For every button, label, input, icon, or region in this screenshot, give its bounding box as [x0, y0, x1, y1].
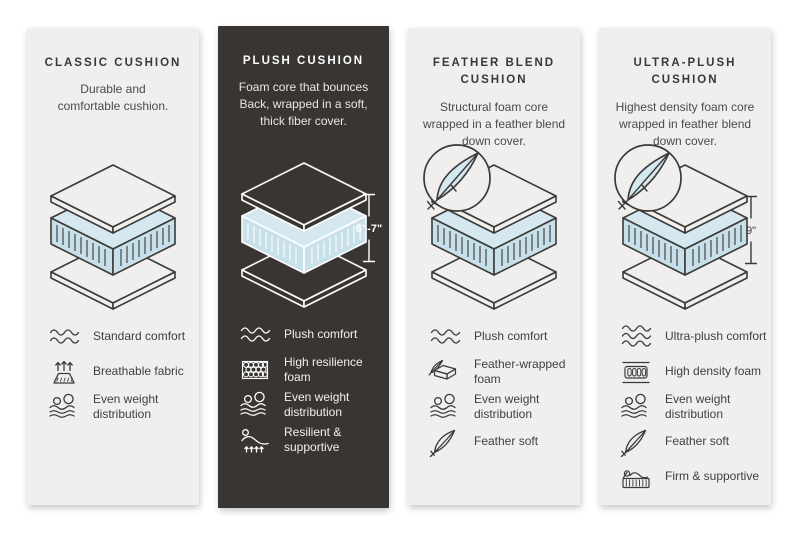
feature-label: Even weight distribution	[665, 391, 731, 421]
feature-label: Feather soft	[665, 434, 730, 448]
card-plush-cushion	[218, 26, 389, 508]
dimension-indicator	[349, 193, 389, 263]
feature-label: Plush comfort	[474, 329, 548, 343]
feature-label: Feather-wrapped foam	[474, 356, 566, 386]
card-description: Highest density foam core wrapped in feather blend down cover.	[615, 99, 755, 148]
dimension-indicator	[731, 195, 771, 265]
feature-row	[428, 424, 580, 459]
feather-icon	[619, 427, 653, 457]
firm-support-icon	[619, 462, 653, 492]
feature-label: Even weight distribution	[93, 391, 159, 421]
card-description: Foam core that bounces Back, wrapped in a soft, thick fiber cover.	[238, 80, 369, 129]
card-header	[408, 28, 580, 165]
feature-label: Standard comfort	[93, 329, 186, 343]
foam-cells-icon	[238, 355, 272, 385]
feature-list	[27, 317, 199, 424]
feature-row	[238, 352, 389, 387]
card-row	[27, 28, 771, 508]
feature-label: Resilient & supportive	[284, 424, 342, 454]
cushion-illustration	[27, 165, 199, 317]
feature-list	[218, 315, 389, 457]
card-header	[27, 28, 199, 165]
feature-row	[47, 319, 199, 354]
exploded-cushion-icon	[33, 165, 193, 315]
even-weight-icon	[428, 392, 462, 422]
dimension-label: 6"-7"	[355, 223, 383, 235]
wave-icon	[47, 322, 81, 352]
triple-wave-icon	[619, 322, 653, 352]
feature-row	[47, 354, 199, 389]
card-description: Structural foam core wrapped in a feather blend down cover.	[422, 99, 566, 148]
high-density-foam-icon	[619, 357, 653, 387]
feature-label: Breathable fabric	[93, 364, 184, 378]
cushion-illustration	[599, 165, 771, 317]
feather-icon	[428, 427, 462, 457]
card-title: CLASSIC CUSHION	[44, 57, 182, 69]
dimension-label: 9"	[745, 225, 757, 237]
card-classic-cushion	[27, 28, 199, 505]
card-title: ULTRA-PLUSH CUSHION	[633, 57, 737, 87]
feature-row	[619, 319, 771, 354]
card-description: Durable and comfortable cushion.	[57, 82, 169, 114]
feature-row	[619, 459, 771, 494]
wave-icon	[428, 322, 462, 352]
card-ultra-plush-cushion	[599, 28, 771, 505]
feature-label: Feather soft	[474, 434, 539, 448]
cushion-illustration	[218, 163, 389, 315]
feature-label: Plush comfort	[284, 327, 358, 341]
even-weight-icon	[238, 390, 272, 420]
feature-label: High density foam	[665, 364, 762, 378]
feature-row	[238, 387, 389, 422]
wave-icon	[238, 320, 272, 350]
even-weight-icon	[47, 392, 81, 422]
feature-row	[619, 354, 771, 389]
feature-label: Firm & supportive	[665, 469, 760, 483]
feather-badge-icon	[424, 145, 490, 211]
exploded-cushion-icon	[414, 165, 574, 315]
feature-label: Ultra-plush comfort	[665, 329, 767, 343]
feature-row	[619, 424, 771, 459]
feather-badge-icon	[615, 145, 681, 211]
breathable-fabric-icon	[47, 357, 81, 387]
card-title: PLUSH CUSHION	[242, 55, 365, 67]
feature-row	[238, 422, 389, 457]
feather-wrapped-foam-icon	[428, 357, 462, 387]
feature-label: High resilience foam	[284, 354, 363, 384]
card-header	[218, 26, 389, 163]
feature-row	[47, 389, 199, 424]
feature-row	[619, 389, 771, 424]
card-header	[599, 28, 771, 165]
card-feather-blend-cushion	[408, 28, 580, 505]
feature-label: Even weight distribution	[284, 389, 350, 419]
feature-list	[408, 317, 580, 459]
feature-row	[238, 317, 389, 352]
card-title: FEATHER BLEND CUSHION	[432, 57, 556, 87]
recline-support-icon	[238, 425, 272, 455]
feature-row	[428, 354, 580, 389]
even-weight-icon	[619, 392, 653, 422]
feature-label: Even weight distribution	[474, 391, 540, 421]
feature-row	[428, 389, 580, 424]
cushion-illustration	[408, 165, 580, 317]
feature-list	[599, 317, 771, 494]
feature-row	[428, 319, 580, 354]
